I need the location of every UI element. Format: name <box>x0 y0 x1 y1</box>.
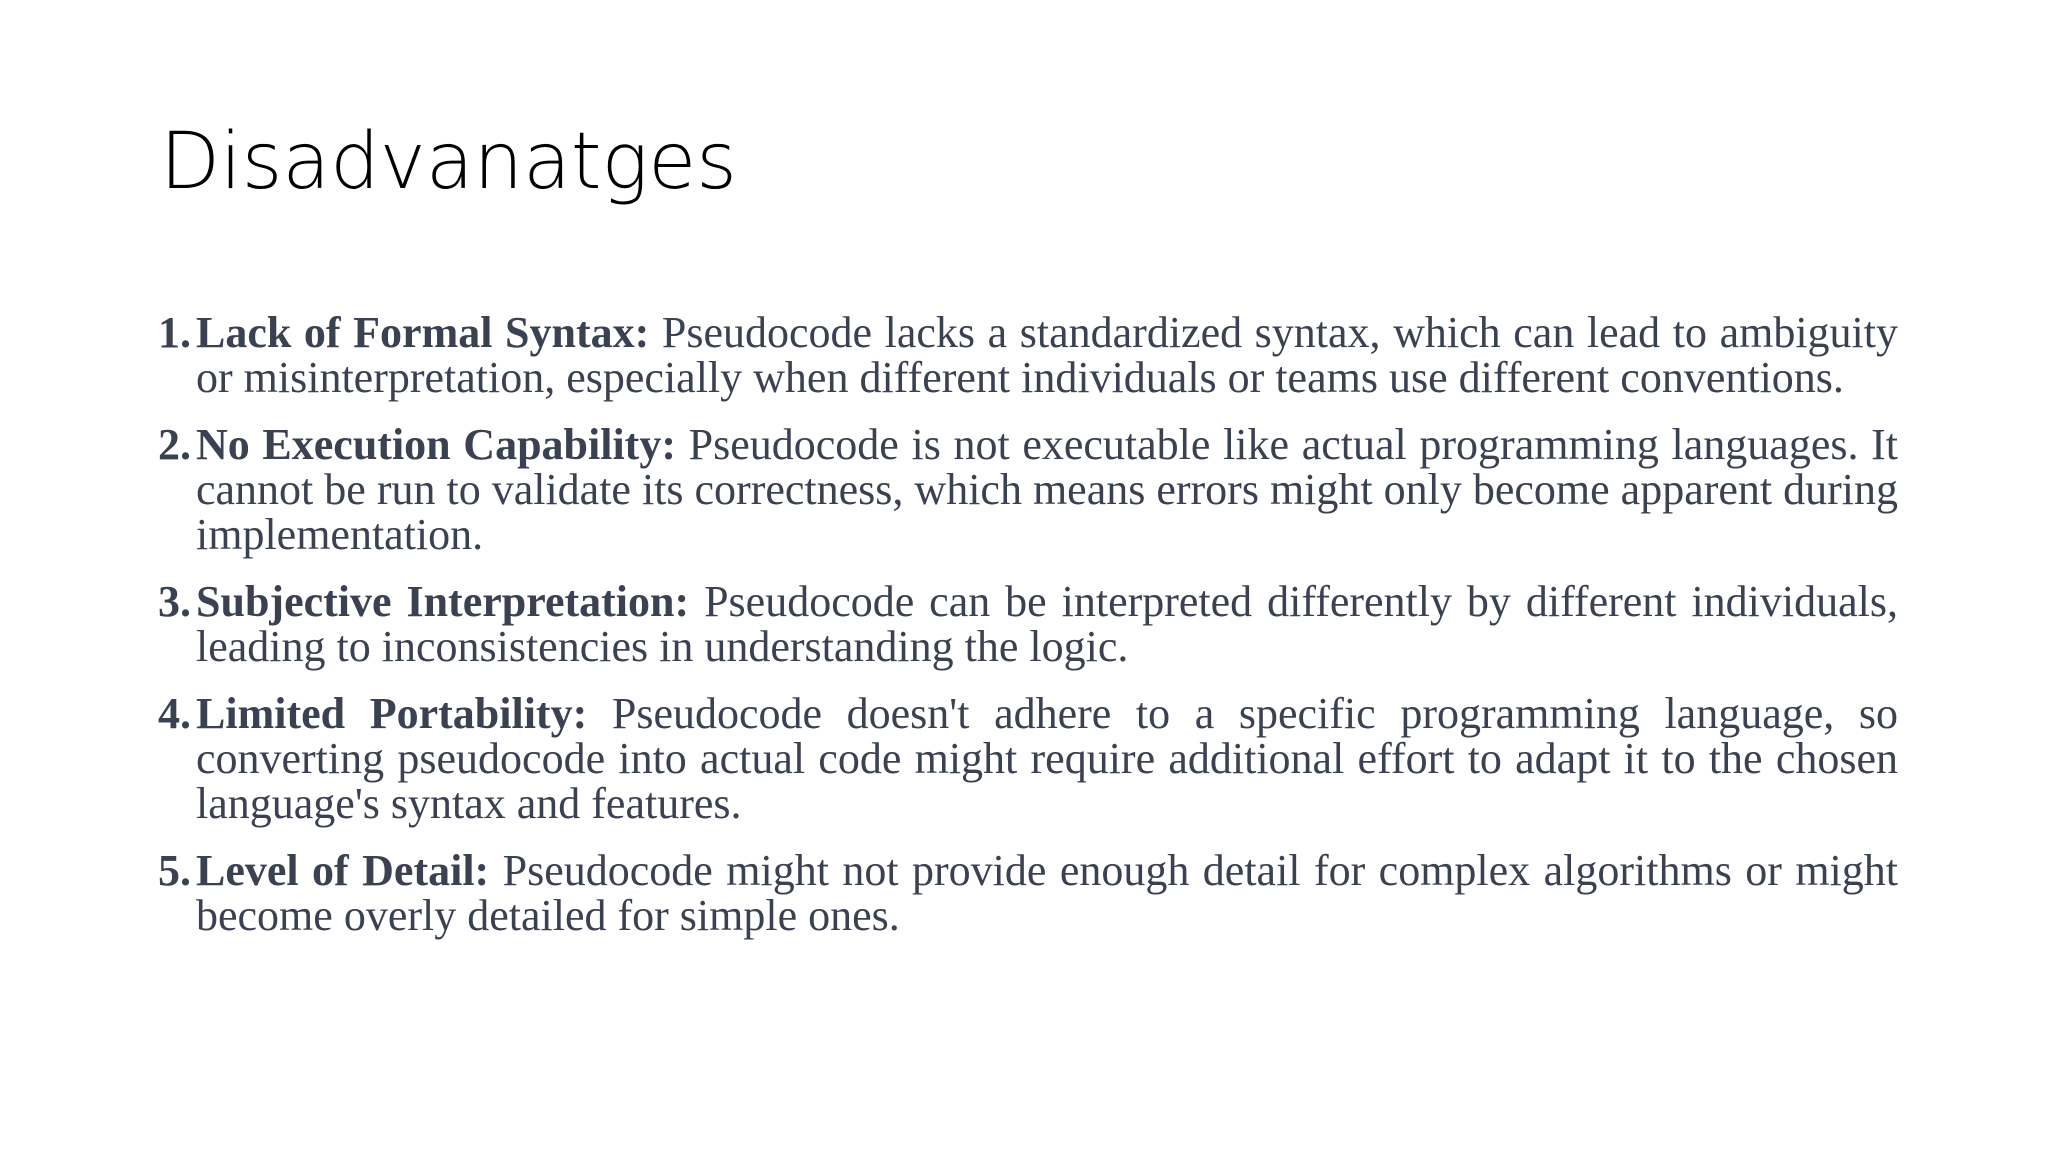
item-number: 1. <box>158 308 191 357</box>
item-body <box>196 422 1898 557</box>
item-text: Pseudocode doesn't adhere to a specific programming language, so converting pseudocode into actual code might require additional effort to adapt it to the chosen language's syntax and features. <box>196 689 1898 828</box>
list-item <box>158 691 1898 826</box>
item-text: Pseudocode can be interpreted differently by different individuals, leading to inconsistencies in understanding the logic. <box>196 577 1898 671</box>
item-number: 2. <box>158 420 191 469</box>
slide-title: Disadvanatges <box>160 117 737 207</box>
item-text: Pseudocode might not provide enough detail for complex algorithms or might become overly detailed for simple ones. <box>196 846 1898 940</box>
item-term: Lack of Formal Syntax: <box>196 308 650 357</box>
item-number: 5. <box>158 846 191 895</box>
item-body <box>196 691 1898 826</box>
list-item <box>158 848 1898 938</box>
item-term: Limited Portability: <box>196 689 588 738</box>
list-item <box>158 422 1898 557</box>
item-number: 4. <box>158 689 191 738</box>
list-item <box>158 579 1898 669</box>
list-item <box>158 310 1898 400</box>
item-body <box>196 579 1898 669</box>
item-term: Level of Detail: <box>196 846 490 895</box>
item-term: Subjective Interpretation: <box>196 577 690 626</box>
item-body <box>196 848 1898 938</box>
item-text: Pseudocode lacks a standardized syntax, which can lead to ambiguity or misinterpretation, especially when different individuals or teams use different conventions. <box>196 308 1899 402</box>
item-body <box>196 310 1898 400</box>
item-text: Pseudocode is not executable like actual programming languages. It cannot be run to validate its correctness, which means errors might only become apparent during implementation. <box>196 420 1899 559</box>
disadvantages-list <box>158 310 1898 960</box>
item-number: 3. <box>158 577 191 626</box>
item-term: No Execution Capability: <box>196 420 676 469</box>
